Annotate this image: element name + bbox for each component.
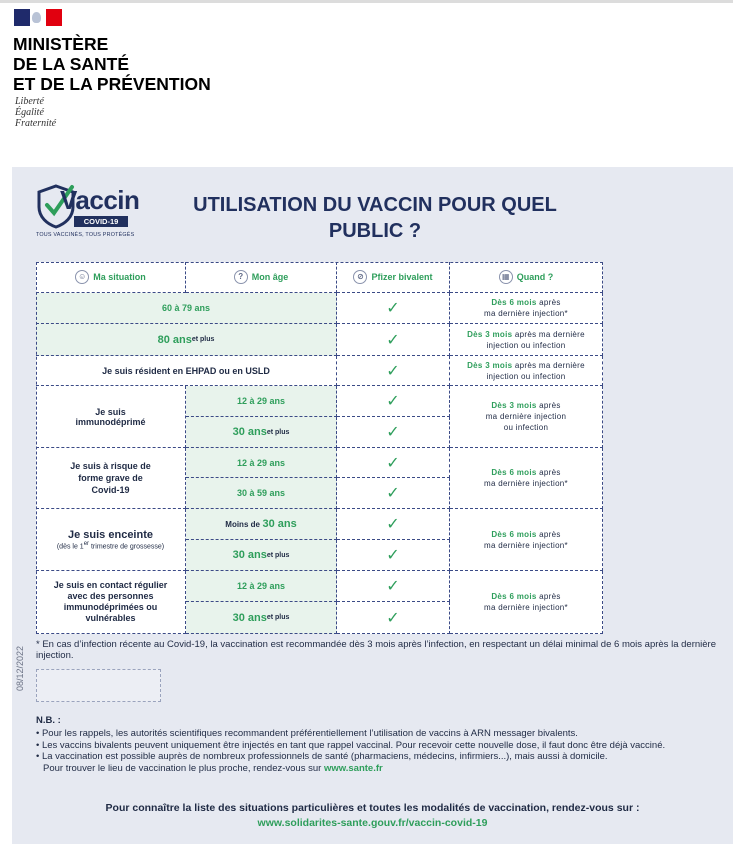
check-cell: [337, 417, 450, 448]
syringe-icon: ⊘: [353, 270, 367, 284]
when-contact: Dès 6 mois après ma dernière injection*: [450, 571, 603, 634]
nb-item-1: • Pour les rappels, les autorités scientifiques recommandent préférentiellement l’utilisation de vaccins à ARN messager bivalents.: [36, 728, 716, 740]
check-cell: [337, 293, 450, 324]
when-risk: Dès 6 mois après ma dernière injection*: [450, 448, 603, 509]
nb-list: [36, 728, 716, 774]
publication-date: 08/12/2022: [15, 645, 25, 691]
check-icon: ✓: [386, 362, 400, 380]
age-30-59: 30 à 59 ans: [186, 478, 337, 509]
nb-title: N.B. :: [36, 715, 61, 726]
check-cell: [337, 509, 450, 540]
when-r2: Dès 3 mois après ma dernière injection ou infection: [450, 324, 603, 356]
situation-enceinte: Je suis enceinte (dès le 1er trimestre de grossesse): [36, 509, 186, 571]
check-icon: ✓: [386, 424, 400, 441]
age-under-30: Moins de 30 ans: [186, 509, 337, 540]
check-cell: [337, 602, 450, 634]
check-cell: [337, 324, 450, 356]
top-border: [0, 0, 733, 3]
check-cell: [337, 540, 450, 571]
eligibility-table: [36, 262, 603, 634]
bottom-text: Pour connaître la liste des situations particulières et toutes les modalités de vaccination, rendez-vous sur :: [105, 802, 640, 814]
check-cell: [337, 448, 450, 478]
age-12-29: 12 à 29 ans: [186, 386, 337, 417]
solidarites-sante-link[interactable]: www.solidarites-sante.gouv.fr/vaccin-covid-19: [257, 817, 488, 829]
ministry-line-1: MINISTÈRE: [13, 34, 109, 54]
logo-tagline: TOUS VACCINÉS, TOUS PROTÉGÉS: [36, 232, 135, 238]
header-situation: ☺ Ma situation: [36, 262, 186, 293]
republic-motto: [15, 96, 56, 129]
ministry-line-3: ET DE LA PRÉVENTION: [13, 74, 211, 94]
age-30-plus: 30 ans et plus: [186, 540, 337, 571]
logo-vaccin-text: Vaccin: [60, 185, 140, 215]
marianne-logo: [14, 9, 62, 26]
ministry-name: [13, 34, 211, 94]
title-line-1: UTILISATION DU VACCIN POUR QUEL: [193, 194, 557, 216]
check-icon: ✓: [386, 547, 400, 564]
when-r1: Dès 6 mois après ma dernière injection*: [450, 293, 603, 324]
header-age: ? Mon âge: [186, 262, 337, 293]
empty-box: [36, 669, 161, 702]
check-icon: ✓: [386, 609, 400, 627]
nb-item-3-continuation: Pour trouver le lieu de vaccination le plus proche, rendez-vous sur www.sante.fr: [43, 762, 383, 774]
bottom-info: [12, 801, 733, 831]
nb-item-2: • Les vaccins bivalents peuvent uniquement être injectés en tant que rappel vaccinal. Pour recevoir cette nouvelle dose, il faut donc être déjà vacciné.: [36, 740, 716, 752]
header-when: ▦ Quand ?: [450, 262, 603, 293]
pregnancy-note: (dès le 1er trimestre de grossesse): [56, 540, 165, 551]
check-cell: [337, 478, 450, 509]
page-title: [150, 192, 600, 244]
check-icon: ✓: [386, 393, 400, 410]
situation-immunodeprime: Je suis immunodéprimé: [36, 386, 186, 448]
header-vaccine: ⊘ Pfizer bivalent: [337, 262, 450, 293]
logo-covid-badge: COVID-19: [74, 216, 128, 227]
motto-fraternite: Fraternité: [15, 118, 57, 129]
infection-footnote: * En cas d’infection récente au Covid-19, la vaccination est recommandée dès 3 mois après l’infection, en respectant un délai minimal de 6 mois après la dernière injection.: [36, 639, 716, 661]
check-icon: ✓: [386, 300, 400, 317]
check-cell: [337, 356, 450, 386]
check-cell: [337, 386, 450, 417]
vaccin-covid-logo: [36, 183, 140, 241]
title-line-2: PUBLIC ?: [328, 220, 422, 242]
age-80-plus: 80 ans et plus: [36, 324, 337, 356]
situation-ehpad: Je suis résident en EHPAD ou en USLD: [36, 356, 337, 386]
question-icon: ?: [234, 270, 248, 284]
motto-liberte: Liberté: [15, 96, 44, 107]
situation-risque: Je suis à risque de forme grave de Covid-19: [36, 448, 186, 509]
situation-contact: Je suis en contact régulier avec des personnes immunodéprimées ou vulnérables: [36, 571, 186, 634]
when-pregnant: Dès 6 mois après ma dernière injection*: [450, 509, 603, 571]
check-icon: ✓: [386, 485, 400, 502]
motto-egalite: Égalité: [15, 107, 44, 118]
age-60-79: 60 à 79 ans: [36, 293, 337, 324]
check-icon: ✓: [386, 516, 400, 533]
ministry-line-2: DE LA SANTÉ: [13, 54, 130, 74]
when-immuno: Dès 3 mois après ma dernière injection ou infection: [450, 386, 603, 448]
check-icon: ✓: [386, 331, 400, 349]
age-30-plus: 30 ans et plus: [186, 417, 337, 448]
sante-fr-link[interactable]: www.sante.fr: [323, 762, 383, 774]
nb-item-3: • La vaccination est possible auprès de nombreux professionnels de santé (pharmaciens, médecins, infirmiers...), mais aussi à domicile.: [36, 751, 716, 763]
check-icon: ✓: [386, 578, 400, 595]
age-30-plus: 30 ans et plus: [186, 602, 337, 634]
age-12-29: 12 à 29 ans: [186, 448, 337, 478]
when-r3: Dès 3 mois après ma dernière injection ou infection: [450, 356, 603, 386]
calendar-icon: ▦: [499, 270, 513, 284]
person-icon: ☺: [75, 270, 89, 284]
check-cell: [337, 571, 450, 602]
age-12-29: 12 à 29 ans: [186, 571, 337, 602]
check-icon: ✓: [386, 454, 400, 472]
